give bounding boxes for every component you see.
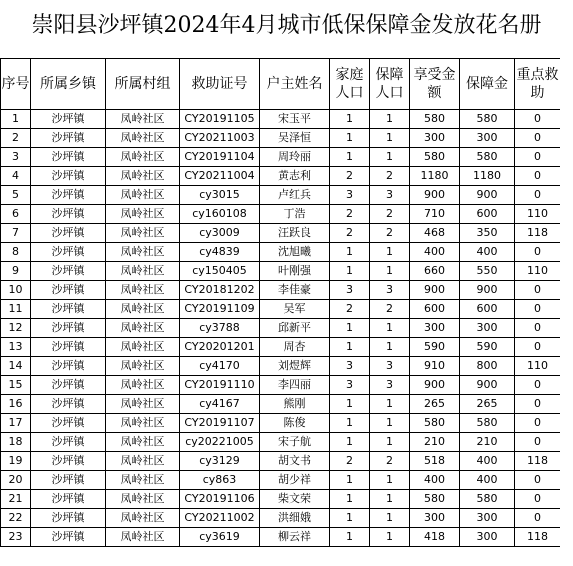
cell-certificate-no: CY20191110: [180, 376, 260, 395]
cell-allowance: 300: [460, 129, 515, 148]
cell-index: 12: [1, 319, 31, 338]
cell-key-assistance: 0: [515, 395, 561, 414]
header-township: 所属乡镇: [31, 59, 106, 110]
cell-family-size: 2: [330, 452, 370, 471]
cell-certificate-no: cy4167: [180, 395, 260, 414]
cell-entitled-amount: 210: [410, 433, 460, 452]
cell-key-assistance: 110: [515, 262, 561, 281]
cell-certificate-no: cy150405: [180, 262, 260, 281]
header-allowance: 保障金: [460, 59, 515, 110]
cell-index: 10: [1, 281, 31, 300]
cell-index: 14: [1, 357, 31, 376]
cell-covered-persons: 3: [370, 376, 410, 395]
cell-index: 20: [1, 471, 31, 490]
cell-entitled-amount: 265: [410, 395, 460, 414]
cell-householder-name: 周玲丽: [260, 148, 330, 167]
cell-village-group: 凤岭社区: [106, 148, 180, 167]
cell-family-size: 2: [330, 224, 370, 243]
table-row: [1, 338, 561, 357]
cell-householder-name: 洪细娥: [260, 509, 330, 528]
cell-village-group: 凤岭社区: [106, 395, 180, 414]
cell-entitled-amount: 1180: [410, 167, 460, 186]
cell-index: 7: [1, 224, 31, 243]
cell-township: 沙坪镇: [31, 433, 106, 452]
cell-covered-persons: 1: [370, 319, 410, 338]
cell-village-group: 凤岭社区: [106, 281, 180, 300]
cell-householder-name: 卢红兵: [260, 186, 330, 205]
cell-village-group: 凤岭社区: [106, 528, 180, 547]
table-row: [1, 186, 561, 205]
cell-key-assistance: 0: [515, 129, 561, 148]
cell-entitled-amount: 580: [410, 414, 460, 433]
header-covered-persons: 保障人口: [370, 59, 410, 110]
cell-covered-persons: 1: [370, 433, 410, 452]
cell-allowance: 900: [460, 281, 515, 300]
cell-index: 19: [1, 452, 31, 471]
cell-covered-persons: 1: [370, 414, 410, 433]
cell-covered-persons: 2: [370, 224, 410, 243]
cell-village-group: 凤岭社区: [106, 224, 180, 243]
cell-family-size: 1: [330, 243, 370, 262]
header-householder-name: 户主姓名: [260, 59, 330, 110]
cell-key-assistance: 0: [515, 338, 561, 357]
cell-township: 沙坪镇: [31, 148, 106, 167]
cell-covered-persons: 3: [370, 186, 410, 205]
cell-householder-name: 邱新平: [260, 319, 330, 338]
cell-householder-name: 熊刚: [260, 395, 330, 414]
cell-key-assistance: 0: [515, 186, 561, 205]
cell-family-size: 1: [330, 148, 370, 167]
cell-entitled-amount: 400: [410, 243, 460, 262]
cell-village-group: 凤岭社区: [106, 129, 180, 148]
cell-village-group: 凤岭社区: [106, 262, 180, 281]
header-index: 序号: [1, 59, 31, 110]
table-row: [1, 224, 561, 243]
cell-index: 23: [1, 528, 31, 547]
cell-family-size: 1: [330, 414, 370, 433]
cell-family-size: 1: [330, 338, 370, 357]
cell-covered-persons: 3: [370, 281, 410, 300]
cell-family-size: 2: [330, 167, 370, 186]
cell-certificate-no: cy3129: [180, 452, 260, 471]
header-key-assistance: 重点救助: [515, 59, 561, 110]
cell-village-group: 凤岭社区: [106, 186, 180, 205]
cell-entitled-amount: 300: [410, 509, 460, 528]
cell-township: 沙坪镇: [31, 262, 106, 281]
cell-covered-persons: 1: [370, 129, 410, 148]
cell-householder-name: 丁浩: [260, 205, 330, 224]
cell-township: 沙坪镇: [31, 357, 106, 376]
header-row: [1, 59, 561, 110]
cell-village-group: 凤岭社区: [106, 110, 180, 129]
cell-certificate-no: CY20211003: [180, 129, 260, 148]
header-certificate-no: 救助证号: [180, 59, 260, 110]
cell-family-size: 1: [330, 319, 370, 338]
cell-entitled-amount: 400: [410, 471, 460, 490]
cell-allowance: 590: [460, 338, 515, 357]
cell-covered-persons: 3: [370, 357, 410, 376]
cell-township: 沙坪镇: [31, 338, 106, 357]
cell-key-assistance: 118: [515, 224, 561, 243]
cell-index: 9: [1, 262, 31, 281]
cell-certificate-no: CY20191109: [180, 300, 260, 319]
table-row: [1, 433, 561, 452]
cell-entitled-amount: 418: [410, 528, 460, 547]
cell-index: 13: [1, 338, 31, 357]
cell-village-group: 凤岭社区: [106, 509, 180, 528]
cell-covered-persons: 1: [370, 338, 410, 357]
cell-householder-name: 叶刚强: [260, 262, 330, 281]
cell-entitled-amount: 590: [410, 338, 460, 357]
cell-index: 1: [1, 110, 31, 129]
cell-householder-name: 刘煜辉: [260, 357, 330, 376]
cell-entitled-amount: 900: [410, 376, 460, 395]
cell-family-size: 1: [330, 509, 370, 528]
cell-householder-name: 吴军: [260, 300, 330, 319]
cell-householder-name: 沈旭曦: [260, 243, 330, 262]
cell-certificate-no: CY20201201: [180, 338, 260, 357]
cell-key-assistance: 0: [515, 110, 561, 129]
cell-township: 沙坪镇: [31, 471, 106, 490]
cell-covered-persons: 1: [370, 509, 410, 528]
cell-allowance: 580: [460, 110, 515, 129]
cell-householder-name: 胡少祥: [260, 471, 330, 490]
cell-entitled-amount: 468: [410, 224, 460, 243]
cell-entitled-amount: 518: [410, 452, 460, 471]
cell-village-group: 凤岭社区: [106, 167, 180, 186]
cell-township: 沙坪镇: [31, 490, 106, 509]
cell-certificate-no: cy4839: [180, 243, 260, 262]
cell-householder-name: 柴文荣: [260, 490, 330, 509]
cell-township: 沙坪镇: [31, 110, 106, 129]
cell-covered-persons: 2: [370, 300, 410, 319]
cell-certificate-no: CY20211004: [180, 167, 260, 186]
cell-covered-persons: 1: [370, 471, 410, 490]
cell-covered-persons: 1: [370, 528, 410, 547]
cell-entitled-amount: 710: [410, 205, 460, 224]
cell-township: 沙坪镇: [31, 300, 106, 319]
cell-key-assistance: 0: [515, 490, 561, 509]
cell-allowance: 600: [460, 205, 515, 224]
cell-allowance: 580: [460, 414, 515, 433]
table-row: [1, 148, 561, 167]
header-village-group: 所属村组: [106, 59, 180, 110]
cell-householder-name: 宋子航: [260, 433, 330, 452]
cell-township: 沙坪镇: [31, 281, 106, 300]
table-row: [1, 167, 561, 186]
cell-allowance: 300: [460, 319, 515, 338]
cell-covered-persons: 1: [370, 262, 410, 281]
cell-certificate-no: CY20191107: [180, 414, 260, 433]
cell-entitled-amount: 300: [410, 129, 460, 148]
cell-key-assistance: 118: [515, 452, 561, 471]
header-entitled-amount: 享受金额: [410, 59, 460, 110]
cell-householder-name: 李佳豪: [260, 281, 330, 300]
cell-index: 8: [1, 243, 31, 262]
cell-certificate-no: cy3788: [180, 319, 260, 338]
cell-family-size: 1: [330, 110, 370, 129]
cell-village-group: 凤岭社区: [106, 433, 180, 452]
table-row: [1, 490, 561, 509]
table-row: [1, 281, 561, 300]
table-row: [1, 300, 561, 319]
cell-family-size: 3: [330, 357, 370, 376]
cell-covered-persons: 1: [370, 243, 410, 262]
cell-family-size: 3: [330, 376, 370, 395]
cell-householder-name: 柳云祥: [260, 528, 330, 547]
cell-householder-name: 宋玉平: [260, 110, 330, 129]
cell-index: 16: [1, 395, 31, 414]
cell-township: 沙坪镇: [31, 452, 106, 471]
table-row: [1, 110, 561, 129]
table-row: [1, 395, 561, 414]
cell-family-size: 1: [330, 528, 370, 547]
cell-key-assistance: 0: [515, 281, 561, 300]
cell-township: 沙坪镇: [31, 243, 106, 262]
cell-family-size: 3: [330, 186, 370, 205]
cell-key-assistance: 0: [515, 167, 561, 186]
cell-family-size: 2: [330, 205, 370, 224]
page-edge: [560, 0, 573, 566]
cell-covered-persons: 1: [370, 490, 410, 509]
cell-family-size: 1: [330, 395, 370, 414]
cell-key-assistance: 0: [515, 433, 561, 452]
cell-allowance: 350: [460, 224, 515, 243]
cell-allowance: 265: [460, 395, 515, 414]
cell-village-group: 凤岭社区: [106, 319, 180, 338]
cell-allowance: 400: [460, 452, 515, 471]
cell-covered-persons: 2: [370, 167, 410, 186]
cell-family-size: 1: [330, 129, 370, 148]
cell-village-group: 凤岭社区: [106, 471, 180, 490]
cell-entitled-amount: 300: [410, 319, 460, 338]
cell-family-size: 1: [330, 433, 370, 452]
cell-township: 沙坪镇: [31, 319, 106, 338]
cell-township: 沙坪镇: [31, 205, 106, 224]
cell-allowance: 400: [460, 243, 515, 262]
cell-index: 18: [1, 433, 31, 452]
cell-certificate-no: CY20191104: [180, 148, 260, 167]
cell-village-group: 凤岭社区: [106, 300, 180, 319]
table-row: [1, 319, 561, 338]
cell-certificate-no: CY20181202: [180, 281, 260, 300]
table-row: [1, 129, 561, 148]
cell-key-assistance: 0: [515, 509, 561, 528]
cell-township: 沙坪镇: [31, 167, 106, 186]
cell-township: 沙坪镇: [31, 129, 106, 148]
cell-allowance: 900: [460, 186, 515, 205]
table-row: [1, 414, 561, 433]
cell-householder-name: 李四丽: [260, 376, 330, 395]
cell-householder-name: 胡文书: [260, 452, 330, 471]
cell-covered-persons: 1: [370, 395, 410, 414]
cell-householder-name: 陈俊: [260, 414, 330, 433]
cell-family-size: 1: [330, 490, 370, 509]
table-row: [1, 471, 561, 490]
cell-village-group: 凤岭社区: [106, 243, 180, 262]
cell-village-group: 凤岭社区: [106, 490, 180, 509]
cell-certificate-no: cy3619: [180, 528, 260, 547]
table-row: [1, 357, 561, 376]
cell-householder-name: 周杏: [260, 338, 330, 357]
cell-covered-persons: 1: [370, 110, 410, 129]
cell-entitled-amount: 900: [410, 281, 460, 300]
cell-householder-name: 吴泽恒: [260, 129, 330, 148]
cell-index: 3: [1, 148, 31, 167]
cell-allowance: 300: [460, 528, 515, 547]
cell-index: 15: [1, 376, 31, 395]
cell-allowance: 580: [460, 148, 515, 167]
cell-index: 6: [1, 205, 31, 224]
cell-allowance: 550: [460, 262, 515, 281]
table-row: [1, 509, 561, 528]
cell-index: 11: [1, 300, 31, 319]
cell-key-assistance: 0: [515, 148, 561, 167]
cell-family-size: 1: [330, 262, 370, 281]
cell-index: 2: [1, 129, 31, 148]
cell-key-assistance: 0: [515, 319, 561, 338]
cell-entitled-amount: 580: [410, 148, 460, 167]
cell-key-assistance: 110: [515, 357, 561, 376]
cell-certificate-no: cy4170: [180, 357, 260, 376]
cell-certificate-no: cy3015: [180, 186, 260, 205]
cell-certificate-no: CY20211002: [180, 509, 260, 528]
cell-key-assistance: 110: [515, 205, 561, 224]
cell-allowance: 1180: [460, 167, 515, 186]
cell-index: 22: [1, 509, 31, 528]
header-family-size: 家庭人口: [330, 59, 370, 110]
cell-allowance: 800: [460, 357, 515, 376]
cell-allowance: 400: [460, 471, 515, 490]
table-row: [1, 262, 561, 281]
cell-township: 沙坪镇: [31, 186, 106, 205]
cell-householder-name: 汪跃良: [260, 224, 330, 243]
cell-township: 沙坪镇: [31, 224, 106, 243]
cell-entitled-amount: 580: [410, 490, 460, 509]
cell-entitled-amount: 580: [410, 110, 460, 129]
cell-township: 沙坪镇: [31, 414, 106, 433]
cell-index: 4: [1, 167, 31, 186]
cell-certificate-no: CY20191105: [180, 110, 260, 129]
cell-key-assistance: 0: [515, 376, 561, 395]
cell-covered-persons: 2: [370, 205, 410, 224]
document-title: 崇阳县沙坪镇2024年4月城市低保保障金发放花名册: [31, 13, 542, 38]
cell-key-assistance: 0: [515, 471, 561, 490]
cell-entitled-amount: 900: [410, 186, 460, 205]
table-row: [1, 528, 561, 547]
cell-index: 17: [1, 414, 31, 433]
cell-certificate-no: cy3009: [180, 224, 260, 243]
table-row: [1, 205, 561, 224]
cell-township: 沙坪镇: [31, 509, 106, 528]
cell-entitled-amount: 910: [410, 357, 460, 376]
cell-village-group: 凤岭社区: [106, 338, 180, 357]
cell-key-assistance: 118: [515, 528, 561, 547]
cell-township: 沙坪镇: [31, 376, 106, 395]
cell-covered-persons: 1: [370, 148, 410, 167]
cell-householder-name: 黄志利: [260, 167, 330, 186]
cell-village-group: 凤岭社区: [106, 205, 180, 224]
cell-key-assistance: 0: [515, 300, 561, 319]
cell-allowance: 600: [460, 300, 515, 319]
cell-family-size: 2: [330, 300, 370, 319]
cell-entitled-amount: 660: [410, 262, 460, 281]
cell-allowance: 300: [460, 509, 515, 528]
cell-key-assistance: 0: [515, 414, 561, 433]
cell-township: 沙坪镇: [31, 395, 106, 414]
cell-certificate-no: cy160108: [180, 205, 260, 224]
cell-allowance: 210: [460, 433, 515, 452]
cell-allowance: 900: [460, 376, 515, 395]
cell-village-group: 凤岭社区: [106, 376, 180, 395]
cell-family-size: 3: [330, 281, 370, 300]
table-row: [1, 376, 561, 395]
cell-certificate-no: CY20191106: [180, 490, 260, 509]
cell-village-group: 凤岭社区: [106, 414, 180, 433]
table-row: [1, 452, 561, 471]
allowance-roster-table: [0, 58, 561, 547]
cell-township: 沙坪镇: [31, 528, 106, 547]
cell-village-group: 凤岭社区: [106, 452, 180, 471]
cell-key-assistance: 0: [515, 243, 561, 262]
cell-index: 21: [1, 490, 31, 509]
cell-allowance: 580: [460, 490, 515, 509]
cell-covered-persons: 2: [370, 452, 410, 471]
cell-certificate-no: cy863: [180, 471, 260, 490]
cell-entitled-amount: 600: [410, 300, 460, 319]
cell-family-size: 1: [330, 471, 370, 490]
cell-certificate-no: cy20221005: [180, 433, 260, 452]
cell-village-group: 凤岭社区: [106, 357, 180, 376]
cell-index: 5: [1, 186, 31, 205]
table-row: [1, 243, 561, 262]
